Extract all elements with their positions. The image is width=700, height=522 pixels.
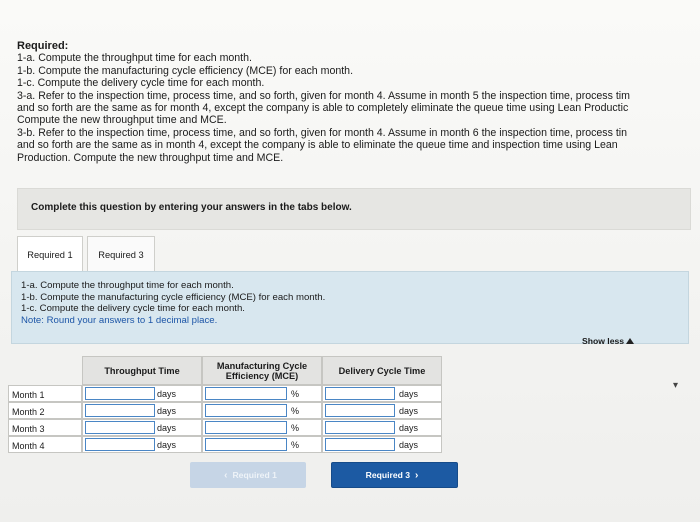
requirement-line: and so forth are the same as for month 4, except the company is able to completely eliminate the queue time using Lean Productic <box>17 102 629 115</box>
mce-input-month-3[interactable] <box>205 421 287 434</box>
unit-percent: % <box>291 389 300 399</box>
row-label-month-2: Month 2 <box>8 402 82 419</box>
delivery-cell <box>322 419 442 436</box>
requirement-line: 3-b. Refer to the inspection time, process time, and so forth, given for month 4. Assume in month 6 the inspection time, process tin <box>17 126 628 139</box>
row-label-month-3: Month 3 <box>8 419 82 436</box>
throughput-cell <box>82 436 202 453</box>
question-panel <box>11 271 689 344</box>
unit-days: days <box>399 389 419 399</box>
requirements-block <box>17 40 700 164</box>
requirement-line: 3-a. Refer to the inspection time, process time, and so forth, given for month 4. Assume in month 5 the inspection time, process tim <box>17 89 630 102</box>
question-line: 1-c. Compute the delivery cycle time for each month. <box>21 303 245 315</box>
mce-cell <box>202 385 322 402</box>
unit-days: days <box>399 406 419 416</box>
requirements-title: Required: <box>17 40 69 52</box>
mouse-cursor-icon: ▾ <box>673 380 679 391</box>
throughput-input-month-3[interactable] <box>85 421 155 434</box>
requirement-line: 1-c. Compute the delivery cycle time for each month. <box>17 77 265 90</box>
unit-days: days <box>157 440 177 450</box>
previous-button[interactable] <box>190 462 306 488</box>
delivery-cell <box>322 436 442 453</box>
requirement-line: 1-b. Compute the manufacturing cycle efficiency (MCE) for each month. <box>17 64 354 77</box>
show-less-toggle[interactable] <box>582 336 634 346</box>
delivery-input-month-2[interactable] <box>325 404 395 417</box>
next-button-label: Required 3 <box>365 470 411 480</box>
mce-cell <box>202 419 322 436</box>
question-line: 1-b. Compute the manufacturing cycle efficiency (MCE) for each month. <box>21 291 326 303</box>
header-throughput-time: Throughput Time <box>82 356 202 385</box>
throughput-cell <box>82 385 202 402</box>
throughput-cell <box>82 402 202 419</box>
triangle-up-icon <box>626 338 634 344</box>
requirement-line: Compute the new throughput time and MCE. <box>17 114 227 127</box>
delivery-input-month-3[interactable] <box>325 421 395 434</box>
question-text <box>21 280 325 326</box>
question-line: 1-a. Compute the throughput time for each month. <box>21 280 234 291</box>
mce-input-month-4[interactable] <box>205 438 287 451</box>
instruction-text: Complete this question by entering your answers in the tabs below. <box>31 202 352 213</box>
delivery-input-month-1[interactable] <box>325 387 395 400</box>
requirement-line: 1-a. Compute the throughput time for each month. <box>17 52 252 65</box>
header-mce: Manufacturing Cycle Efficiency (MCE) <box>202 356 322 385</box>
mce-input-month-2[interactable] <box>205 404 287 417</box>
tab-required-1[interactable]: Required 1 <box>17 236 83 272</box>
mce-cell <box>202 402 322 419</box>
delivery-input-month-4[interactable] <box>325 438 395 451</box>
instruction-banner <box>17 188 691 230</box>
unit-days: days <box>399 440 419 450</box>
header-delivery-cycle-time: Delivery Cycle Time <box>322 356 442 385</box>
chevron-left-icon: ‹ <box>224 469 228 481</box>
previous-button-label: Required 1 <box>232 470 277 480</box>
tab-required-3[interactable]: Required 3 <box>87 236 155 272</box>
rounding-note: Note: Round your answers to 1 decimal place. <box>21 314 218 326</box>
delivery-cell <box>322 402 442 419</box>
requirement-line: Production. Compute the new throughput time and MCE. <box>17 151 284 164</box>
throughput-input-month-1[interactable] <box>85 387 155 400</box>
unit-percent: % <box>291 406 300 416</box>
unit-percent: % <box>291 440 300 450</box>
unit-days: days <box>157 406 177 416</box>
chevron-right-icon: › <box>415 469 419 481</box>
next-button[interactable] <box>331 462 458 488</box>
mce-cell <box>202 436 322 453</box>
throughput-input-month-4[interactable] <box>85 438 155 451</box>
delivery-cell <box>322 385 442 402</box>
requirement-line: and so forth are the same as in month 4, except the company is able to eliminate the queue time and inspection time using Lean <box>17 139 618 152</box>
unit-days: days <box>157 389 177 399</box>
unit-days: days <box>157 423 177 433</box>
throughput-input-month-2[interactable] <box>85 404 155 417</box>
unit-percent: % <box>291 423 300 433</box>
throughput-cell <box>82 419 202 436</box>
unit-days: days <box>399 423 419 433</box>
show-less-label: Show less <box>582 336 625 346</box>
mce-input-month-1[interactable] <box>205 387 287 400</box>
row-label-month-4: Month 4 <box>8 436 82 453</box>
row-label-month-1: Month 1 <box>8 385 82 402</box>
